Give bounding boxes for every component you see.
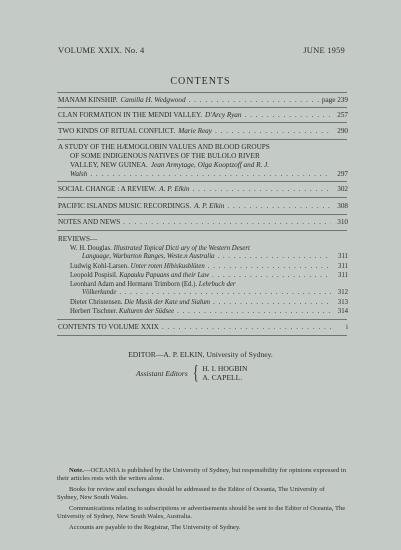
dot-leader xyxy=(213,299,331,307)
dot-leader xyxy=(215,127,331,136)
dot-leader xyxy=(244,111,331,120)
note-paragraph: Accounts are payable to the Registrar, The University of Sydney. xyxy=(69,524,241,531)
entry-page: 302 xyxy=(337,185,348,193)
entry-title-line: OF SOME INDIGENOUS NATIVES OF THE BULOLO RIVER xyxy=(70,152,260,160)
entry-page: 308 xyxy=(337,202,348,210)
dot-leader xyxy=(177,308,331,316)
toc-entry xyxy=(58,127,348,136)
review-item xyxy=(70,245,348,262)
review-item xyxy=(70,263,348,271)
review-title: Kapauku Papuans and their Law xyxy=(119,272,210,279)
entry-page: 297 xyxy=(337,170,348,178)
review-page: 311 xyxy=(338,253,348,261)
dot-leader xyxy=(208,263,331,271)
review-title-cont: Völkerkunde xyxy=(82,289,117,297)
review-item xyxy=(70,299,348,307)
toc-entry xyxy=(58,323,348,332)
divider xyxy=(57,197,347,198)
review-item xyxy=(70,281,348,298)
review-author: Leopold Pospisil. xyxy=(70,272,118,279)
dot-leader xyxy=(189,96,319,105)
review-title: Illustrated Topical Dicti ary of the Western Desert xyxy=(113,245,250,252)
note-paragraph: Note.—OCEANIA is published by the University of Sydney, but responsibility for opinions expressed in their articles rests with the writers alone. xyxy=(57,467,347,482)
divider xyxy=(57,181,347,182)
dot-leader xyxy=(123,218,331,227)
divider xyxy=(57,139,347,140)
entry-title: NOTES AND NEWS xyxy=(58,218,121,226)
entry-page: 310 xyxy=(337,218,348,226)
review-page: 311 xyxy=(338,263,348,270)
review-page: 312 xyxy=(337,289,348,297)
note-paragraph: Books for review and exchanges should be addressed to the Editor of Oceania, The University of Sydney, New South Wales. xyxy=(57,486,325,501)
divider xyxy=(57,122,347,123)
editor-credit: EDITOR—A. P. ELKIN, University of Sydney. xyxy=(128,350,273,359)
reviews-heading: REVIEWS— xyxy=(58,235,98,243)
review-item xyxy=(70,308,348,316)
issue-date: JUNE 1959 xyxy=(303,45,345,55)
divider xyxy=(57,214,347,215)
dot-leader xyxy=(212,272,331,280)
entry-author: D'Arcy Ryan xyxy=(205,111,242,119)
divider xyxy=(57,230,347,231)
dot-leader xyxy=(227,202,331,211)
entry-title-line: A STUDY OF THE HÆMOGLOBIN VALUES AND BLOOD GROUPS xyxy=(58,143,270,151)
entry-author: A. P. Elkin xyxy=(159,185,190,193)
toc-entry xyxy=(58,218,348,227)
divider xyxy=(57,335,347,336)
entry-page: i xyxy=(346,323,348,331)
dot-leader xyxy=(90,170,331,179)
review-author: W. H. Douglas. xyxy=(70,245,112,252)
divider xyxy=(57,319,347,320)
review-author: Dieter Christensen. xyxy=(70,299,123,306)
note-paragraph: Communications relating to subscriptions or advertisements should be sent to the Editor of Oceania, The University of Sydney, New South Wales, Australia. xyxy=(57,505,346,520)
toc-entry xyxy=(58,185,348,194)
entry-title: CLAN FORMATION IN THE MENDI VALLEY. xyxy=(58,111,203,119)
dot-leader xyxy=(162,323,331,332)
entry-page: page 239 xyxy=(321,96,348,104)
entry-page: 290 xyxy=(337,127,348,135)
volume-label: VOLUME XXIX. No. 4 xyxy=(58,45,145,55)
toc-entry xyxy=(58,143,348,179)
brace-glyph: { xyxy=(192,362,199,384)
review-page: 313 xyxy=(337,299,348,306)
toc-entry xyxy=(58,111,348,120)
dot-leader xyxy=(217,253,331,261)
review-author: Ludwig Kohl-Larsen. xyxy=(70,263,129,270)
assistant-name: A. CAPELL. xyxy=(202,373,243,382)
assistant-editors xyxy=(136,364,247,382)
divider xyxy=(57,92,347,93)
issue-header xyxy=(58,45,345,55)
review-title-cont: Language, Warburton Ranges, Weste.n Australia xyxy=(82,253,215,261)
review-title: Kulturen der Südsee xyxy=(118,308,175,315)
entry-author: A. P. Elkin xyxy=(194,202,225,210)
toc-entry xyxy=(58,96,348,105)
entry-author: Camilla H. Wedgwood xyxy=(120,96,186,104)
review-item xyxy=(70,272,348,280)
entry-author-cont: Walsh xyxy=(70,170,88,178)
entry-author: Marie Reay xyxy=(178,127,212,135)
entry-title: SOCIAL CHANGE : A REVIEW. xyxy=(58,185,157,193)
dot-leader xyxy=(119,289,331,297)
entry-title-line: VALLEY, NEW GUINEA. xyxy=(70,161,148,169)
note-label: Note. xyxy=(69,467,84,474)
entry-page: 257 xyxy=(337,111,348,119)
review-title: Die Musik der Kate und Sialum xyxy=(124,299,211,306)
review-author: Leonhard Adam and Hermann Trimborn (Ed.). xyxy=(70,281,198,288)
entry-author: Jean Armytage, Olga Kooptzoff and R. J. xyxy=(150,161,270,169)
contents-heading: CONTENTS xyxy=(170,76,231,87)
review-page: 314 xyxy=(337,308,348,315)
assistant-label: Assistant Editors xyxy=(136,368,188,378)
publication-notes xyxy=(57,467,347,535)
assistant-name: H. I. HOGBIN xyxy=(202,364,248,373)
review-page: 311 xyxy=(338,272,348,279)
review-author: Herbert Tischner. xyxy=(70,308,118,315)
toc-entry xyxy=(58,202,348,211)
divider xyxy=(57,107,347,108)
entry-title: CONTENTS TO VOLUME XXIX xyxy=(58,323,159,331)
review-title: Unter roten Hibiskusblüten xyxy=(130,263,205,270)
entry-title: TWO KINDS OF RITUAL CONFLICT. xyxy=(58,127,176,135)
review-title: Lehrbuch der xyxy=(198,281,236,288)
entry-title: PACIFIC ISLANDS MUSIC RECORDINGS. xyxy=(58,202,192,210)
entry-title: MANAM KINSHIP. xyxy=(58,96,118,104)
dot-leader xyxy=(193,185,331,194)
